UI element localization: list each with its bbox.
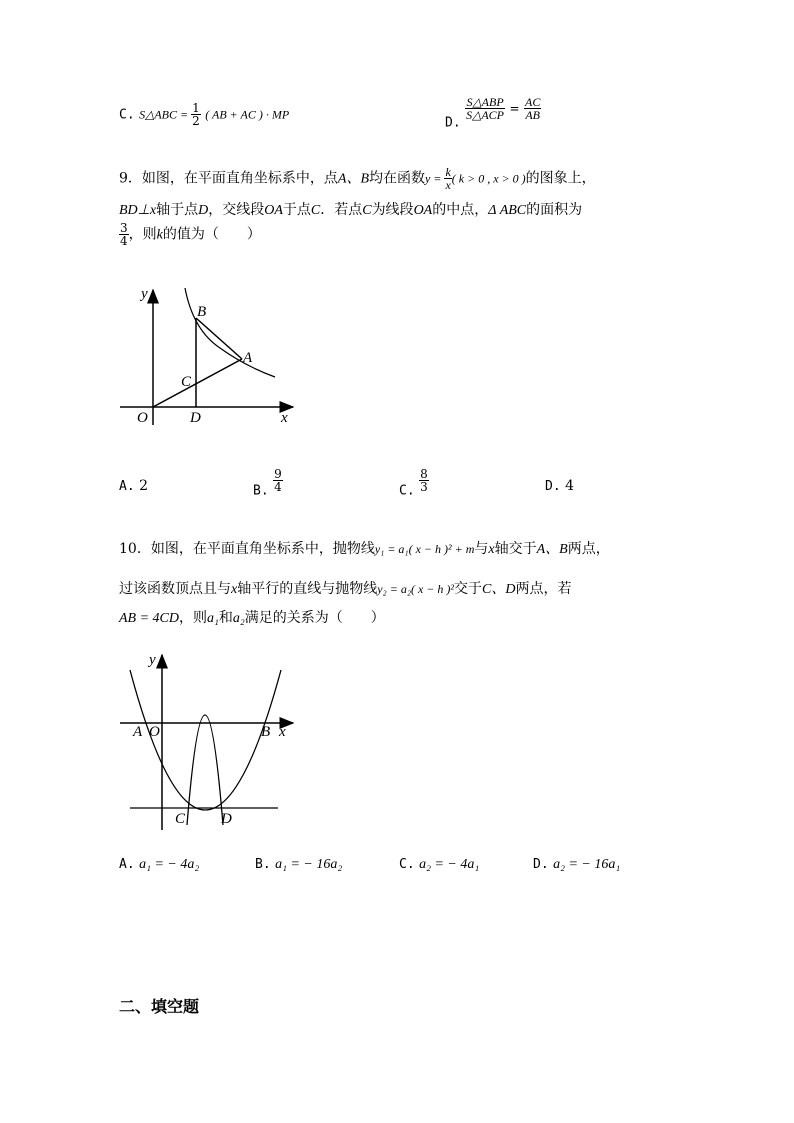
q10-option-a: A. a₁ = − 4a₂ <box>119 857 200 872</box>
section-title: 二、填空题 <box>119 997 200 1016</box>
hyperbola-curve <box>185 288 275 377</box>
label-a: A <box>133 724 143 740</box>
label-x: x <box>281 410 288 426</box>
fraction-ac-ab: $\frac{AC}{AB}$ <box>524 95 541 122</box>
q9-option-b: B. $\frac{9}{4}$ <box>253 467 282 499</box>
formula-right: ( AB + AC ) · MP <box>205 107 290 122</box>
formula-left: S△ABC = <box>139 107 192 122</box>
label-y: y <box>141 286 148 302</box>
label-d: D <box>190 410 201 426</box>
parabola-wide <box>130 670 281 810</box>
q10-option-b: B. a₁ = − 16a₂ <box>255 857 343 872</box>
option-letter: C. <box>119 107 135 123</box>
q10-line-2: 过该函数顶点且与x轴平行的直线与抛物线y₂ = a₂( x − h )²交于C、D两点，若 <box>119 581 572 597</box>
fraction-k-over-x: $\frac{k}{x}$ <box>445 165 451 192</box>
fraction-nine-quarters: $\frac{9}{4}$ <box>274 467 282 494</box>
fraction-area-ratio: $\frac{\text{S△ABP}}{\text{S△ACP}}$ <box>466 95 505 122</box>
label-b: B <box>261 724 271 740</box>
q9-option-d: D. 4 <box>545 478 575 494</box>
label-b: B <box>197 304 207 320</box>
q9-line-1: 9．如图，在平面直角坐标系中，点A、B均在函数y = $\frac{k}{x}$ ( k > 0 , x > 0 )的图象上， <box>119 165 596 192</box>
label-c: C <box>175 811 186 827</box>
q9-line-3: $\frac{3}{4}$ ，则k的值为（ ） <box>120 221 261 248</box>
option-letter: D. <box>445 115 461 131</box>
q10-figure <box>115 650 300 835</box>
fraction-three-quarters: $\frac{3}{4}$ <box>120 221 128 248</box>
segment-ba <box>196 318 242 359</box>
q8-option-d <box>445 96 541 131</box>
q8-option-c <box>119 102 289 127</box>
label-y: y <box>149 652 156 668</box>
q9-figure <box>115 280 305 430</box>
q9-line-2: BD⊥x轴于点D，交线段OA于点C．若点C为线段OA的中点，Δ ABC的面积为 <box>119 202 583 218</box>
fraction-eight-thirds: $\frac{8}{3}$ <box>420 467 428 494</box>
label-o: O <box>149 724 160 740</box>
q10-option-c: C. a₂ = − 4a₁ <box>399 857 480 872</box>
q9-option-c: C. $\frac{8}{3}$ <box>399 467 428 499</box>
label-a: A <box>243 350 253 366</box>
equals-sign: = <box>509 101 520 116</box>
label-x: x <box>279 724 286 740</box>
label-d: D <box>221 811 232 827</box>
q9-option-a: A. 2 <box>119 478 149 494</box>
label-c: C <box>181 374 192 390</box>
segment-oa <box>153 359 242 407</box>
q10-option-d: D. a₂ = − 16a₁ <box>533 857 621 872</box>
q10-line-3: AB = 4CD，则a₁和a₂满足的关系为（ ） <box>119 610 385 626</box>
fraction-half: $\frac{1}{2}$ <box>192 101 200 128</box>
label-o: O <box>137 410 148 426</box>
section-heading <box>119 994 199 1017</box>
q10-line-1: 10．如图，在平面直角坐标系中，抛物线y₁ = a₁( x − h )² + m与x轴交于A、B两点， <box>119 541 610 557</box>
